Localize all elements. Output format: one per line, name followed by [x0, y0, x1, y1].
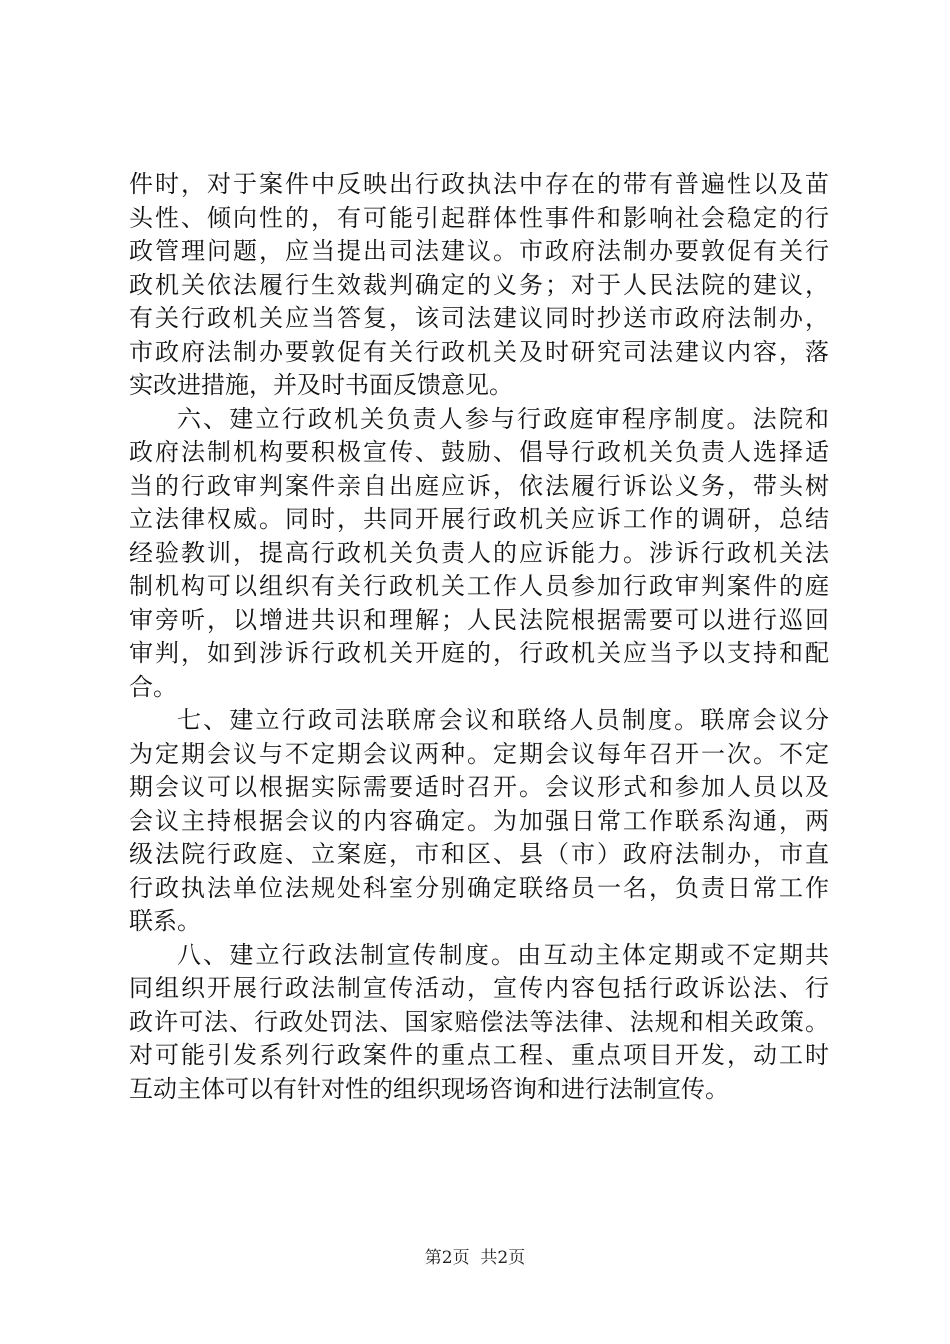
text-line: 实改进措施，并及时书面反馈意见。 — [129, 371, 513, 399]
text-line: 经验教训，提高行政机关负责人的应诉能力。涉诉行政机关法 — [129, 538, 829, 567]
text-line: 对可能引发系列行政案件的重点工程、重点项目开发，动工时 — [129, 1041, 829, 1069]
text-line: 头性、倾向性的，有可能引起群体性事件和影响社会稳定的行 — [129, 203, 829, 232]
text-line: 互动主体可以有针对性的组织现场咨询和进行法制宣传。 — [129, 1074, 729, 1103]
text-line: 六、建立行政机关负责人参与行政庭审程序制度。法院和 — [177, 404, 829, 433]
text-line: 七、建立行政司法联席会议和联络人员制度。联席会议分 — [177, 706, 829, 734]
page-total: 共2页 — [480, 1248, 526, 1268]
paragraph — [129, 168, 829, 403]
text-line: 级法院行政庭、立案庭，市和区、县（市）政府法制办，市直 — [129, 840, 829, 868]
text-line: 八、建立行政法制宣传制度。由互动主体定期或不定期共 — [177, 940, 829, 969]
text-line: 制机构可以组织有关行政机关工作人员参加行政审判案件的庭 — [129, 572, 829, 600]
text-line: 合。 — [129, 672, 177, 701]
text-line: 为定期会议与不定期会议两种。定期会议每年召开一次。不定 — [129, 739, 829, 768]
text-line: 会议主持根据会议的内容确定。为加强日常工作联系沟通，两 — [129, 806, 829, 835]
paragraph — [129, 403, 829, 705]
page-number: 第2页 — [424, 1248, 470, 1268]
page-footer — [0, 1243, 950, 1268]
text-line: 当的行政审判案件亲自出庭应诉，依法履行诉讼义务，带头树 — [129, 471, 829, 500]
text-line: 行政执法单位法规处科室分别确定联络员一名，负责日常工作 — [129, 873, 829, 902]
text-line: 政许可法、行政处罚法、国家赔偿法等法律、法规和相关政策。 — [129, 1007, 829, 1036]
text-line: 审判，如到涉诉行政机关开庭的，行政机关应当予以支持和配 — [129, 639, 829, 667]
text-line: 审旁听，以增进共识和理解；人民法院根据需要可以进行巡回 — [129, 605, 829, 634]
paragraph — [129, 939, 829, 1107]
paragraph — [129, 704, 829, 939]
text-line: 期会议可以根据实际需要适时召开。会议形式和参加人员以及 — [129, 773, 829, 801]
text-line: 同组织开展行政法制宣传活动，宣传内容包括行政诉讼法、行 — [129, 974, 829, 1002]
text-line: 市政府法制办要敦促有关行政机关及时研究司法建议内容，落 — [129, 337, 829, 366]
text-line: 件时，对于案件中反映出行政执法中存在的带有普遍性以及苗 — [129, 170, 829, 198]
text-line: 联系。 — [129, 907, 201, 935]
text-line: 立法律权威。同时，共同开展行政机关应诉工作的调研，总结 — [129, 505, 829, 533]
document-body — [129, 168, 829, 1106]
text-line: 有关行政机关应当答复，该司法建议同时抄送市政府法制办， — [129, 304, 829, 332]
text-line: 政机关依法履行生效裁判确定的义务；对于人民法院的建议， — [129, 270, 829, 299]
text-line: 政管理问题，应当提出司法建议。市政府法制办要敦促有关行 — [129, 237, 829, 265]
text-line: 政府法制机构要积极宣传、鼓励、倡导行政机关负责人选择适 — [129, 438, 829, 466]
